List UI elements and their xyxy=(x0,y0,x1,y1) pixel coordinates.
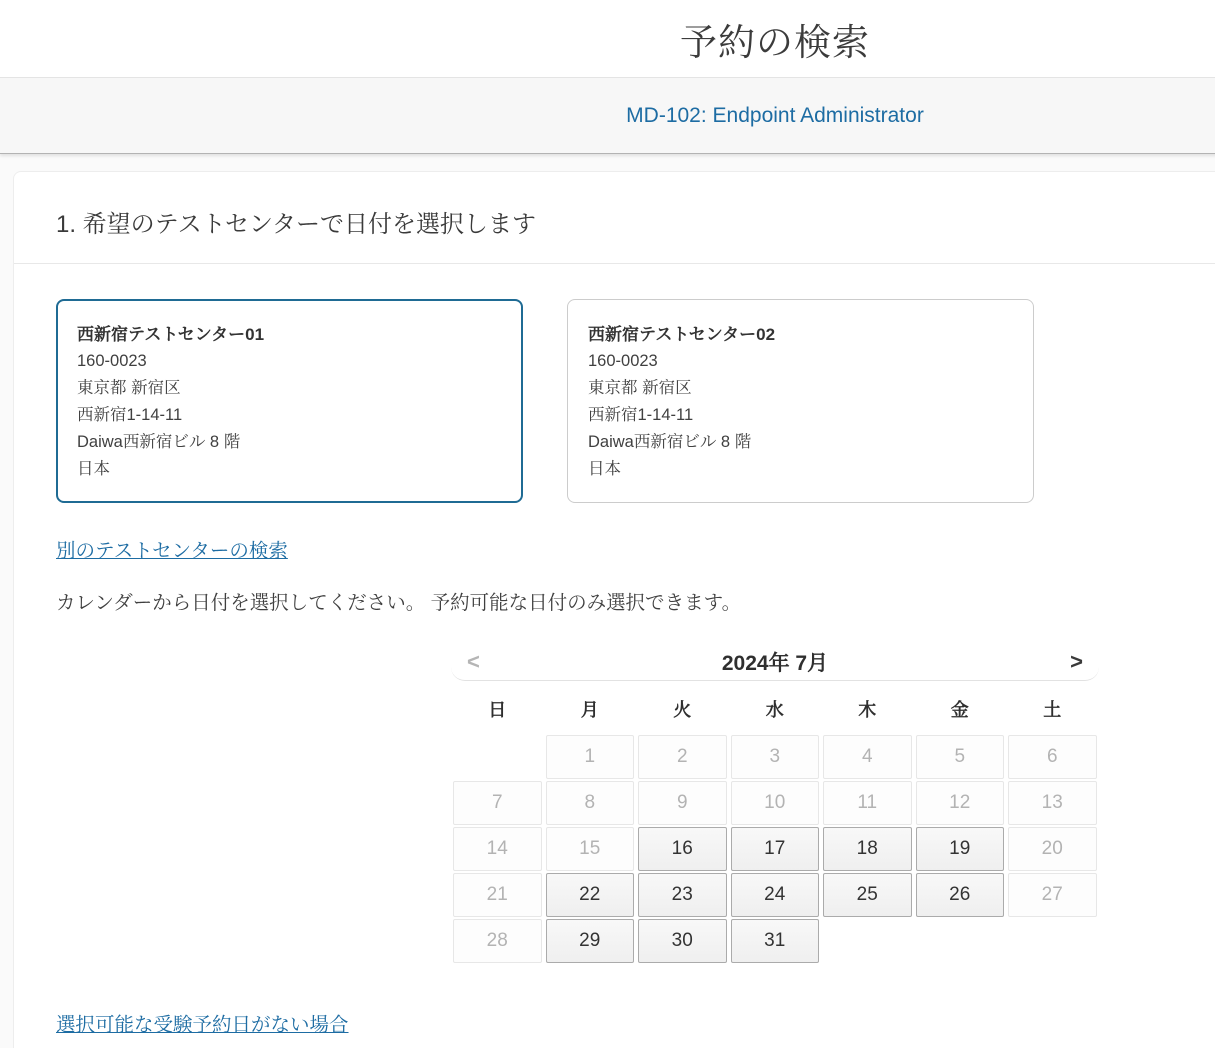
calendar-day-18[interactable]: 18 xyxy=(823,827,912,871)
calendar-day-30[interactable]: 30 xyxy=(638,919,727,963)
calendar-grid xyxy=(451,735,1099,963)
section-divider xyxy=(14,263,1215,264)
calendar-day-1: 1 xyxy=(546,735,635,779)
calendar-prev-button: < xyxy=(467,648,480,674)
calendar-day-3: 3 xyxy=(731,735,820,779)
main-panel xyxy=(13,171,1215,1048)
calendar-day-10: 10 xyxy=(731,781,820,825)
test-center-region: 東京都 新宿区 xyxy=(77,379,181,397)
weekday-sat: 土 xyxy=(1043,700,1062,720)
weekday-mon: 月 xyxy=(580,700,599,720)
exam-bar xyxy=(0,78,1215,154)
calendar-day-11: 11 xyxy=(823,781,912,825)
test-center-card-01[interactable] xyxy=(56,299,523,503)
calendar xyxy=(451,643,1099,963)
calendar-day-5: 5 xyxy=(916,735,1005,779)
title-bar xyxy=(0,0,1215,78)
calendar-day-27: 27 xyxy=(1008,873,1097,917)
no-available-dates-link[interactable]: 選択可能な受験予約日がない場合 xyxy=(56,1014,349,1036)
calendar-day-2: 2 xyxy=(638,735,727,779)
weekday-wed: 水 xyxy=(765,700,784,720)
calendar-day-6: 6 xyxy=(1008,735,1097,779)
calendar-empty-cell xyxy=(916,919,1005,963)
weekday-sun: 日 xyxy=(488,700,507,720)
calendar-day-24[interactable]: 24 xyxy=(731,873,820,917)
weekday-fri: 金 xyxy=(950,700,969,720)
weekday-thu: 木 xyxy=(858,700,877,720)
test-center-region: 東京都 新宿区 xyxy=(588,379,692,397)
test-center-name: 西新宿テストセンター02 xyxy=(588,325,776,344)
calendar-day-22[interactable]: 22 xyxy=(546,873,635,917)
calendar-day-21: 21 xyxy=(453,873,542,917)
calendar-day-29[interactable]: 29 xyxy=(546,919,635,963)
calendar-day-26[interactable]: 26 xyxy=(916,873,1005,917)
calendar-empty-cell xyxy=(1008,919,1097,963)
calendar-day-8: 8 xyxy=(546,781,635,825)
test-center-building: Daiwa西新宿ビル 8 階 xyxy=(588,433,752,451)
test-center-country: 日本 xyxy=(77,460,110,478)
section-title: 1. 希望のテストセンターで日付を選択します xyxy=(56,211,537,238)
no-available-dates-row xyxy=(56,1009,1215,1037)
calendar-day-4: 4 xyxy=(823,735,912,779)
test-center-cards xyxy=(56,299,1215,503)
calendar-day-15: 15 xyxy=(546,827,635,871)
test-center-name: 西新宿テストセンター01 xyxy=(77,325,265,344)
calendar-empty-cell xyxy=(823,919,912,963)
calendar-instruction: カレンダーから日付を選択してください。 予約可能な日付のみ選択できます。 xyxy=(56,592,742,614)
test-center-street: 西新宿1-14-11 xyxy=(588,406,694,424)
test-center-postal-code: 160-0023 xyxy=(588,352,658,370)
calendar-day-12: 12 xyxy=(916,781,1005,825)
calendar-day-14: 14 xyxy=(453,827,542,871)
calendar-day-25[interactable]: 25 xyxy=(823,873,912,917)
calendar-day-7: 7 xyxy=(453,781,542,825)
calendar-weekday-row xyxy=(451,694,1099,726)
exam-name-link[interactable]: MD-102: Endpoint Administrator xyxy=(626,103,924,127)
test-center-country: 日本 xyxy=(588,460,621,478)
test-center-street: 西新宿1-14-11 xyxy=(77,406,183,424)
test-center-card-02[interactable] xyxy=(567,299,1034,503)
calendar-day-20: 20 xyxy=(1008,827,1097,871)
calendar-day-13: 13 xyxy=(1008,781,1097,825)
weekday-tue: 火 xyxy=(673,700,692,720)
calendar-header xyxy=(451,643,1099,681)
calendar-day-23[interactable]: 23 xyxy=(638,873,727,917)
calendar-day-17[interactable]: 17 xyxy=(731,827,820,871)
calendar-day-28: 28 xyxy=(453,919,542,963)
calendar-next-button[interactable]: > xyxy=(1070,648,1083,674)
search-other-center-link[interactable]: 別のテストセンターの検索 xyxy=(56,540,288,562)
calendar-day-19[interactable]: 19 xyxy=(916,827,1005,871)
calendar-day-9: 9 xyxy=(638,781,727,825)
calendar-empty-cell xyxy=(453,735,542,779)
search-other-center-row xyxy=(56,535,1215,563)
page-title: 予約の検索 xyxy=(680,21,870,63)
calendar-day-16[interactable]: 16 xyxy=(638,827,727,871)
calendar-day-31[interactable]: 31 xyxy=(731,919,820,963)
test-center-postal-code: 160-0023 xyxy=(77,352,147,370)
test-center-building: Daiwa西新宿ビル 8 階 xyxy=(77,433,241,451)
calendar-month-label: 2024年 7月 xyxy=(721,651,829,675)
